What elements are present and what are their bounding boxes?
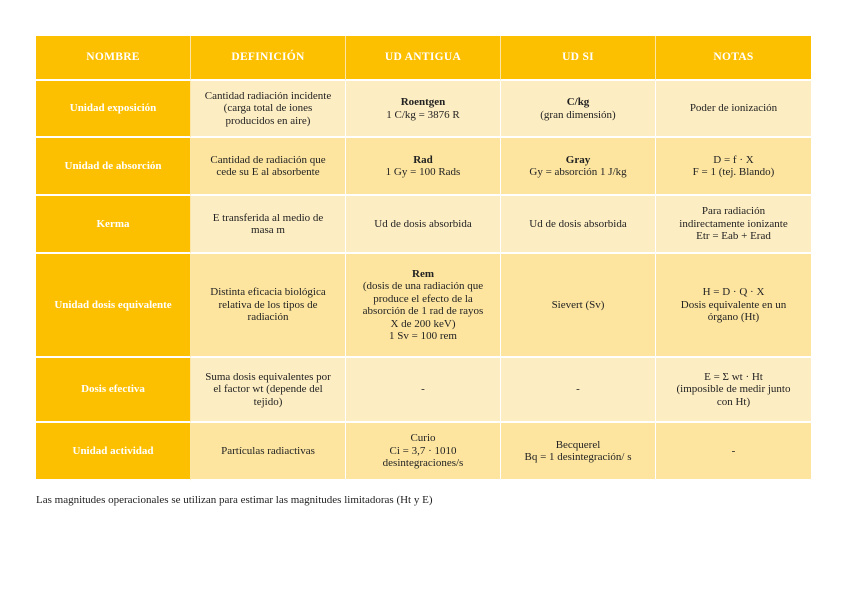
radiation-units-table xyxy=(36,36,811,481)
si-unit-cell: Becquerel Bq = 1 desintegración/ s xyxy=(501,423,656,481)
table-row xyxy=(36,138,811,196)
row-name: Dosis efectiva xyxy=(36,358,191,423)
old-unit-title: Rem xyxy=(412,267,434,280)
si-unit-cell: C/kg (gran dimensión) xyxy=(501,81,656,138)
definition-cell: Partículas radiactivas xyxy=(191,423,346,481)
notes-cell: E = Σ wt · Ht (imposible de medir junto con Ht) xyxy=(656,358,811,423)
si-unit-title: C/kg xyxy=(566,96,590,108)
old-unit-cell: Curio Ci = 3,7 · 1010 desintegraciones/s xyxy=(346,423,501,481)
si-unit-cell: - xyxy=(501,358,656,423)
notes-cell: Poder de ionización xyxy=(656,81,811,138)
si-unit-cell: Sievert (Sv) xyxy=(501,254,656,358)
table-row xyxy=(36,358,811,423)
old-unit-cell: - xyxy=(346,358,501,423)
old-unit-cell: Rem (dosis de una radiación que produce el efecto de la absorción de 1 rad de rayos X de 200 keV) 1 Sv = 100 rem xyxy=(346,254,501,358)
row-name: Kerma xyxy=(36,196,191,254)
old-unit-title: Rad xyxy=(413,153,433,166)
notes-cell: D = f · X F = 1 (tej. Blando) xyxy=(656,138,811,196)
definition-cell: Cantidad de radiación que cede su E al absorbente xyxy=(191,138,346,196)
definition-cell: Suma dosis equivalentes por el factor wt (depende del tejido) xyxy=(191,358,346,423)
header-nombre: NOMBRE xyxy=(36,36,191,81)
header-notas: NOTAS xyxy=(656,36,811,81)
old-unit-cell: Rad 1 Gy = 100 Rads xyxy=(346,138,501,196)
header-ud-antigua: UD ANTIGUA xyxy=(346,36,501,81)
header-definicion: DEFINICIÓN xyxy=(191,36,346,81)
notes-cell: H = D · Q · X Dosis equivalente en un órgano (Ht) xyxy=(656,254,811,358)
notes-cell: - xyxy=(656,423,811,481)
table-row xyxy=(36,196,811,254)
table-row xyxy=(36,81,811,138)
old-unit-cell: Ud de dosis absorbida xyxy=(346,196,501,254)
si-unit-cell: Gray Gy = absorción 1 J/kg xyxy=(501,138,656,196)
row-name: Unidad actividad xyxy=(36,423,191,481)
row-name: Unidad exposición xyxy=(36,81,191,138)
header-row xyxy=(36,36,811,81)
old-unit-cell: Roentgen 1 C/kg = 3876 R xyxy=(346,81,501,138)
table-row xyxy=(36,254,811,358)
header-ud-si: UD SI xyxy=(501,36,656,81)
old-unit-title: Roentgen xyxy=(400,96,446,108)
definition-cell: Distinta eficacia biológica relativa de los tipos de radiación xyxy=(191,254,346,358)
si-unit-cell: Ud de dosis absorbida xyxy=(501,196,656,254)
row-name: Unidad de absorción xyxy=(36,138,191,196)
table-row xyxy=(36,423,811,481)
definition-cell: E transferida al medio de masa m xyxy=(191,196,346,254)
si-unit-title: Gray xyxy=(565,153,591,166)
footnote: Las magnitudes operacionales se utilizan para estimar las magnitudes limitadoras (Ht y E) xyxy=(36,494,433,506)
definition-cell: Cantidad radiación incidente (carga total de iones producidos en aire) xyxy=(191,81,346,138)
row-name: Unidad dosis equivalente xyxy=(36,254,191,358)
notes-cell: Para radiación indirectamente ionizante Etr = Eab + Erad xyxy=(656,196,811,254)
